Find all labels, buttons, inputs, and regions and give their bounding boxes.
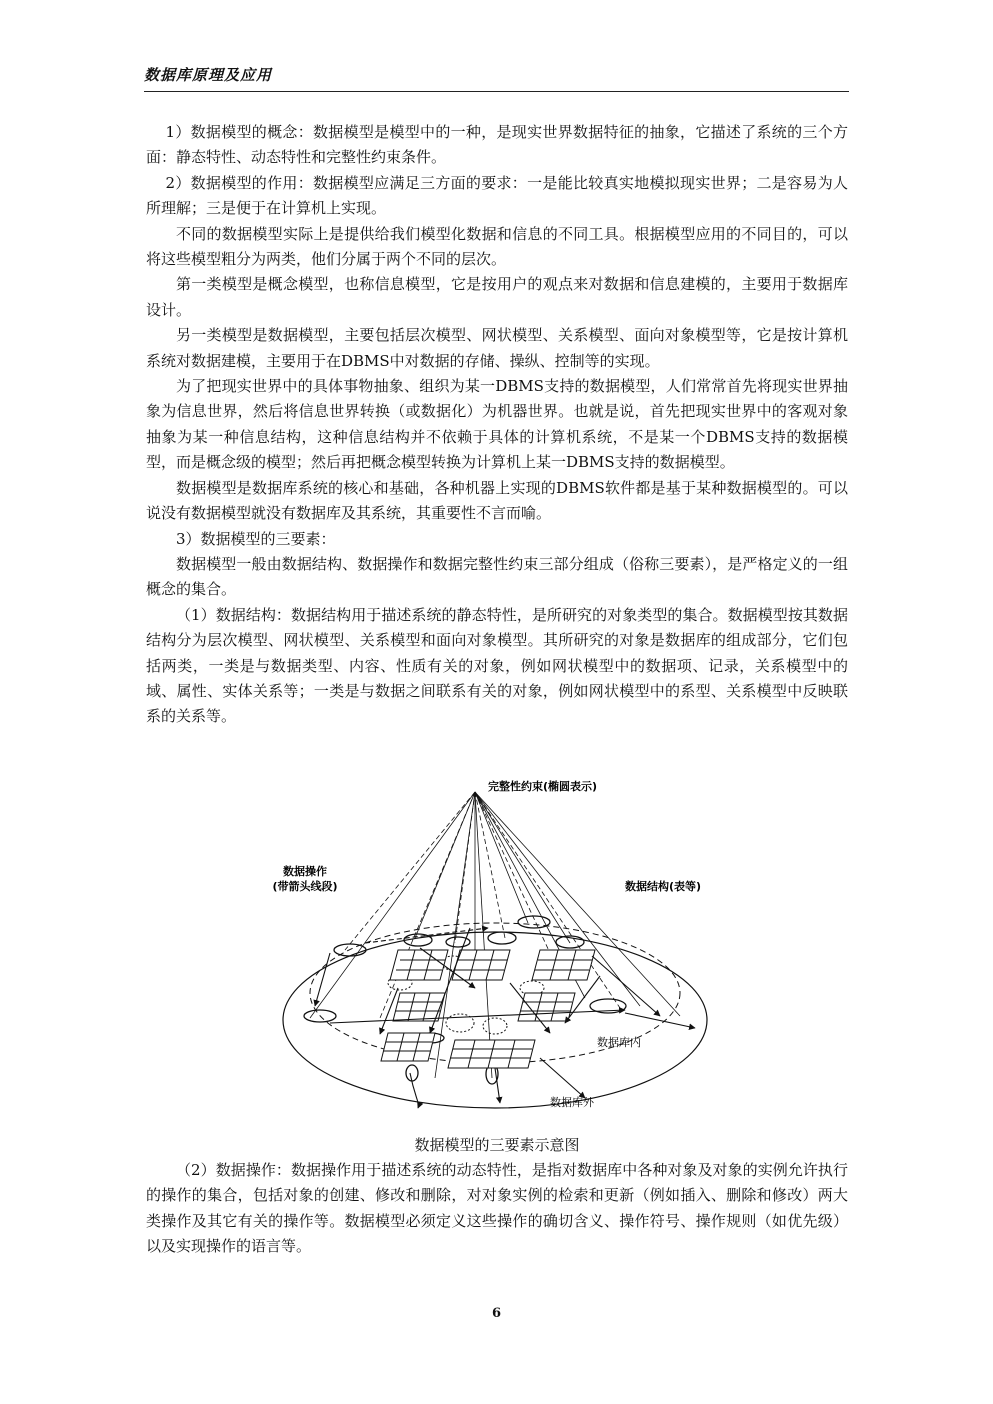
paragraph: 3）数据模型的三要素： [176,529,336,548]
paragraph: （2）数据操作：数据操作用于描述系统的动态特性，是指对数据库中各种对象及对象的实例允许执行的操作的集合，包括对象的创建、修改和删除，对对象实例的检索和更新（例如插入、删除和修改）两大类操作及其它有关的操作等。数据模型必须定义这些操作的确切含义、操作符号、操作规则（如优先级）以及实现操作的语言等。 [146,1161,848,1256]
paragraph: 1）数据模型的概念：数据模型是模型中的一种，是现实世界数据特征的抽象，它描述了系统的三个方面：静态特性、动态特性和完整性约束条件。 [146,123,848,167]
paragraph: 为了把现实世界中的具体事物抽象、组织为某一DBMS支持的数据模型，人们常常首先将现实世界抽象为信息世界，然后将信息世界转换（或数据化）为机器世界。也就是说，首先把现实世界中的客观对象抽象为某一种信息结构，这种信息结构并不依赖于具体的计算机系统，不是某一个DBMS支持的数据模型，而是概念级的模型；然后再把概念模型转换为计算机上某一DBMS支持的数据模型。 [146,377,848,472]
page-number: 6 [491,1306,502,1321]
three-elements-diagram [270,778,720,1113]
figure-caption: 数据模型的三要素示意图 [414,1136,580,1154]
book-title: 数据库原理及应用 [144,66,273,84]
paragraph: 不同的数据模型实际上是提供给我们模型化数据和信息的不同工具。根据模型应用的不同目的，可以将这些模型粗分为两类，他们分属于两个不同的层次。 [146,224,848,269]
main-text-continued [146,1158,848,1260]
diagram-svg [270,778,720,1113]
paragraph: 第一类模型是概念模型，也称信息模型，它是按用户的观点来对数据和信息建模的，主要用于数据库设计。 [146,275,848,319]
label-integrity-constraints: 完整性约束(椭圆表示) [488,780,598,793]
paragraph: （1）数据结构：数据结构用于描述系统的静态特性，是所研究的对象类型的集合。数据模型按其数据结构分为层次模型、网状模型、关系模型和面向对象模型。其所研究的对象是数据库的组成部分，它们包括两类，一类是与数据类型、内容、性质有关的对象，例如网状模型中的数据项、记录，关系模型中的域、属性、实体关系等；一类是与数据之间联系有关的对象，例如网状模型中的系型、关系模型中反映联系的关系等。 [146,605,848,726]
running-header [144,64,849,92]
label-inside-database: 数据库内 [597,1036,641,1049]
paragraph: 数据模型一般由数据结构、数据操作和数据完整性约束三部分组成（俗称三要素），是严格定义的一组概念的集合。 [146,554,848,599]
paragraph: 2）数据模型的作用：数据模型应满足三方面的要求：一是能比较真实地模拟现实世界；二是容易为人所理解；三是便于在计算机上实现。 [146,173,848,218]
label-data-operations-sub: (带箭头线段) [272,880,338,893]
label-data-structure: 数据结构(表等) [625,880,702,893]
label-data-operations: 数据操作 [283,865,327,878]
paragraph: 另一类模型是数据模型，主要包括层次模型、网状模型、关系模型、面向对象模型等，它是按计算机系统对数据建模，主要用于在DBMS中对数据的存储、操纵、控制等的实现。 [146,326,848,370]
paragraph: 数据模型是数据库系统的核心和基础，各种机器上实现的DBMS软件都是基于某种数据模型的。可以说没有数据模型就没有数据库及其系统，其重要性不言而喻。 [146,478,848,523]
label-outside-database: 数据库外 [550,1096,594,1109]
main-text [146,120,848,730]
